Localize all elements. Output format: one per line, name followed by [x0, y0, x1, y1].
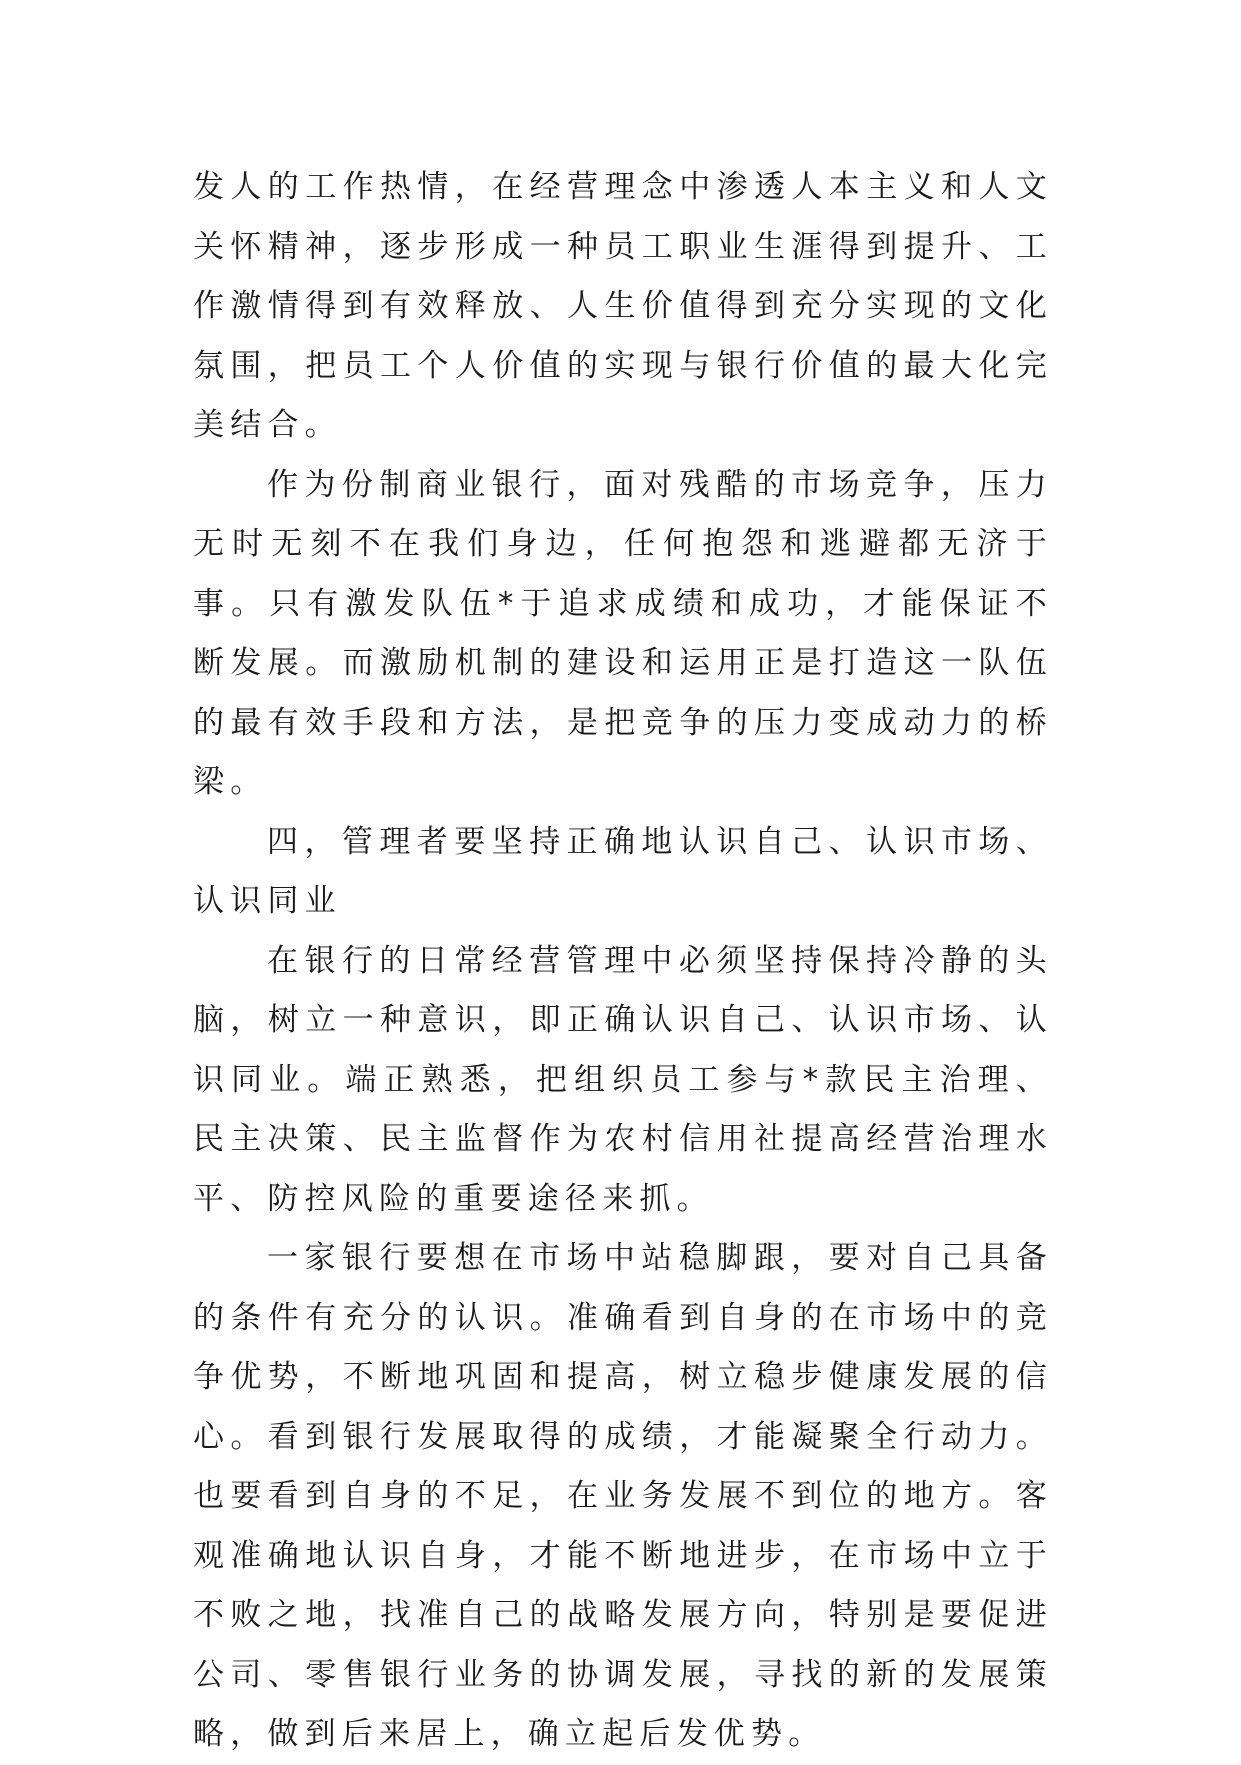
- paragraph-self-awareness: 一家银行要想在市场中站稳脚跟，要对自己具备的条件有充分的认识。准确看到自身的在市场中的竞争优势，不断地巩固和提高，树立稳步健康发展的信心。看到银行发展取得的成绩，才能凝聚全行动力。也要看到自身的不足，在业务发展不到位的地方。客观准确地认识自身，才能不断地进步，在市场中立于不败之地，找准自己的战略发展方向，特别是要促进公司、零售银行业务的协调发展，寻找的新的发展策略，做到后来居上，确立起后发优势。: [193, 1240, 1053, 1752]
- paragraph-continuation: 发人的工作热情，在经营理念中渗透人本主义和人文关怀精神，逐步形成一种员工职业生涯得到提升、工作激情得到有效释放、人生价值得到充分实现的文化氛围，把员工个人价值的实现与银行价值的最大化完美结合。: [193, 169, 1053, 443]
- document-body: [193, 158, 1053, 1765]
- paragraph-clear-mind: 在银行的日常经营管理中必须坚持保持冷静的头脑，树立一种意识，即正确认识自己、认识市场、认识同业。端正熟悉，把组织员工参与*款民主治理、民主决策、民主监督作为农村信用社提高经营治理水平、防控风险的重要途径来抓。: [193, 942, 1053, 1217]
- paragraph-competition-pressure: 作为份制商业银行，面对残酷的市场竞争，压力无时无刻不在我们身边，任何抱怨和逃避都无济于事。只有激发队伍*于追求成绩和成功，才能保证不断发展。而激励机制的建设和运用正是打造这一队伍的最有效手段和方法，是把竞争的压力变成动力的桥梁。: [193, 466, 1053, 800]
- section-heading-four: 四，管理者要坚持正确地认识自己、认识市场、认识同业: [193, 823, 1053, 919]
